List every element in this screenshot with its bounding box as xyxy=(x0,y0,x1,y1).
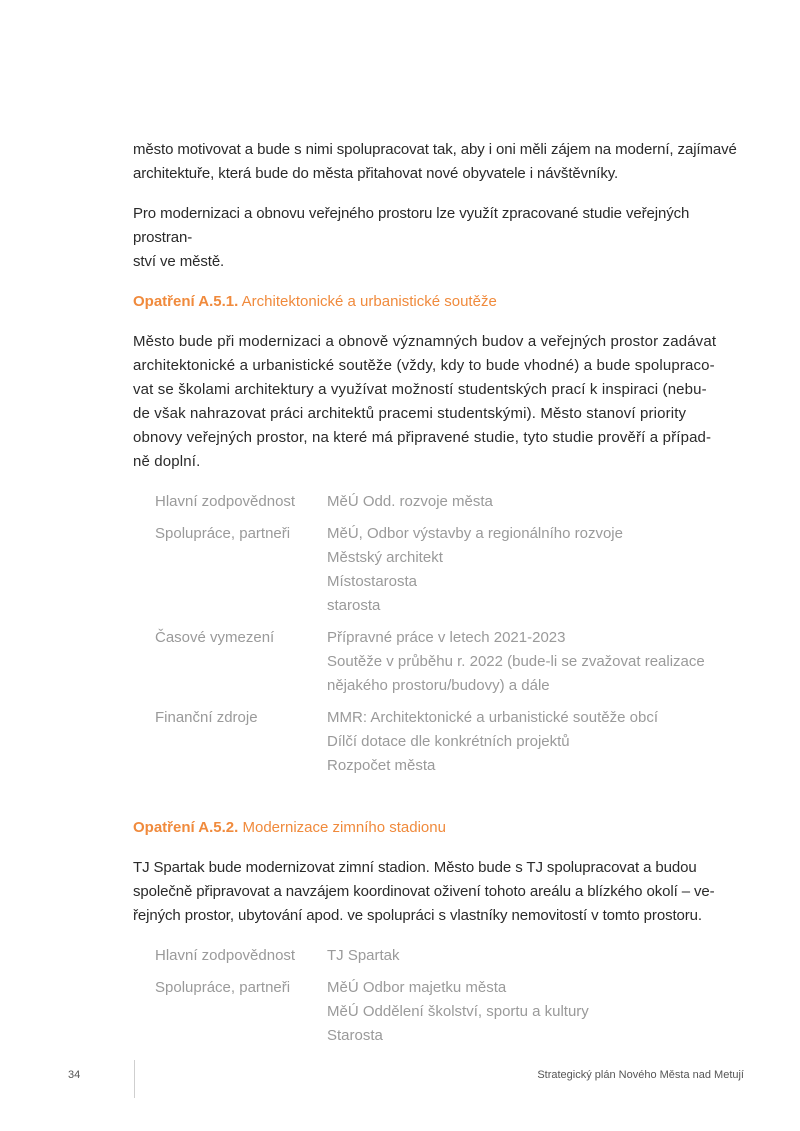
text-line: TJ Spartak bude modernizovat zimní stadion. Město bude s TJ spolupracovat a budou xyxy=(133,859,697,876)
info-values xyxy=(327,706,745,778)
measure-number: Opatření A.5.2. xyxy=(133,819,239,836)
text-line: ství ve městě. xyxy=(133,253,225,270)
info-table-a51 xyxy=(155,490,745,778)
info-value: Přípravné práce v letech 2021-2023 xyxy=(327,629,566,646)
info-label: Spolupráce, partneři xyxy=(155,979,291,996)
info-label: Časové vymezení xyxy=(155,629,275,646)
text-line: Pro modernizaci a obnovu veřejného prostoru lze využít zpracované studie veřejných prostran- xyxy=(133,205,690,246)
page-number: 34 xyxy=(68,1069,81,1081)
intro-paragraph-1 xyxy=(133,138,745,186)
text-line: společně připravovat a navzájem koordinovat oživení tohoto areálu a blízkého okolí – ve- xyxy=(133,883,715,900)
info-value: Soutěže v průběhu r. 2022 (bude-li se zvažovat realizace xyxy=(327,653,705,670)
document-title: Strategický plán Nového Města nad Metují xyxy=(537,1069,744,1081)
measure-heading-a51 xyxy=(133,290,745,314)
text-line: město motivovat a bude s nimi spolupracovat tak, aby i oni měli zájem na moderní, zajímavé xyxy=(133,141,737,158)
measure-description-a51 xyxy=(133,330,745,474)
measure-description-a52 xyxy=(133,856,745,928)
info-row-responsibility xyxy=(155,490,745,514)
info-row-responsibility xyxy=(155,944,745,968)
measure-heading-a52 xyxy=(133,816,745,840)
info-label: Spolupráce, partneři xyxy=(155,525,291,542)
info-values xyxy=(327,944,745,968)
info-value: Rozpočet města xyxy=(327,757,436,774)
info-value: MMR: Architektonické a urbanistické soutěže obcí xyxy=(327,709,658,726)
info-value: Dílčí dotace dle konkrétních projektů xyxy=(327,733,570,750)
footer-divider xyxy=(134,1060,135,1098)
intro-paragraph-2 xyxy=(133,202,745,274)
info-value: MěÚ Odbor majetku města xyxy=(327,979,507,996)
info-label: Finanční zdroje xyxy=(155,709,258,726)
info-label: Hlavní zodpovědnost xyxy=(155,947,296,964)
text-line: Město bude při modernizaci a obnově významných budov a veřejných prostor zadávat xyxy=(133,333,717,350)
text-line: obnovy veřejných prostor, na které má připravené studie, tyto studie prověří a případ- xyxy=(133,429,712,446)
text-line: architektonické a urbanistické soutěže (vždy, kdy to bude vhodné) a bude spolupraco- xyxy=(133,357,715,374)
text-line: vat se školami architektury a využívat možností studentských prací k inspiraci (nebu- xyxy=(133,381,707,398)
info-values xyxy=(327,976,745,1048)
info-row-partners xyxy=(155,976,745,1048)
page-content xyxy=(133,138,745,1056)
info-row-timeframe xyxy=(155,626,745,698)
text-line: řejných prostor, ubytování apod. ve spolupráci s vlastníky nemovitostí v tomto prostoru. xyxy=(133,907,702,924)
info-value: Starosta xyxy=(327,1027,383,1044)
info-value: nějakého prostoru/budovy) a dále xyxy=(327,677,550,694)
info-label: Hlavní zodpovědnost xyxy=(155,493,296,510)
info-row-funding xyxy=(155,706,745,778)
text-line: de však nahrazovat práci architektů pracemi studentskými). Město stanoví priority xyxy=(133,405,687,422)
info-values xyxy=(327,490,745,514)
info-value: MěÚ Oddělení školství, sportu a kultury xyxy=(327,1003,589,1020)
info-value: Místostarosta xyxy=(327,573,418,590)
info-table-a52 xyxy=(155,944,745,1048)
info-values xyxy=(327,626,745,698)
info-value: starosta xyxy=(327,597,381,614)
info-value: TJ Spartak xyxy=(327,947,400,964)
text-line: ně doplní. xyxy=(133,453,201,470)
measure-number: Opatření A.5.1. xyxy=(133,293,239,310)
info-value: MěÚ Odd. rozvoje města xyxy=(327,493,493,510)
info-value: MěÚ, Odbor výstavby a regionálního rozvoje xyxy=(327,525,623,542)
section-spacer xyxy=(133,786,745,816)
measure-title: Modernizace zimního stadionu xyxy=(238,819,446,836)
info-values xyxy=(327,522,745,618)
info-row-partners xyxy=(155,522,745,618)
info-value: Městský architekt xyxy=(327,549,443,566)
text-line: architektuře, která bude do města přitahovat nové obyvatele i návštěvníky. xyxy=(133,165,619,182)
measure-title: Architektonické a urbanistické soutěže xyxy=(238,293,497,310)
